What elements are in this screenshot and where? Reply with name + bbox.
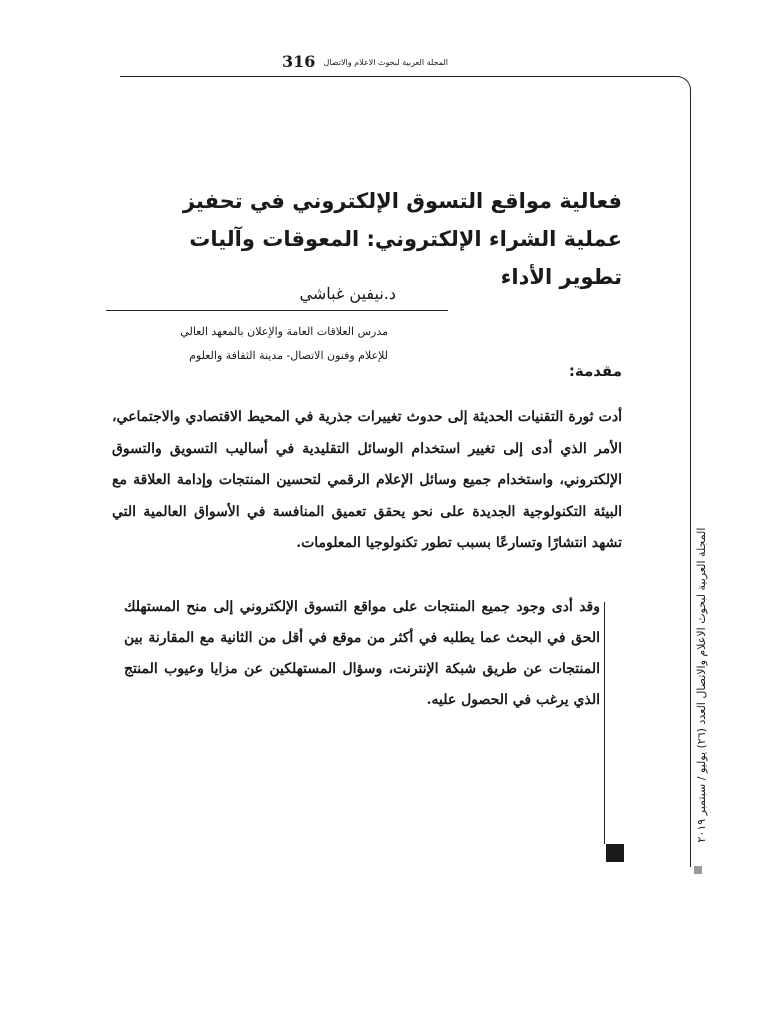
side-journal-info: المجلة العربية لبحوث الاعلام والاتصال العدد (٢٦) يوليو / سبتمبر ٢٠١٩ [695,527,708,843]
section-heading-introduction: مقدمة: [568,362,622,380]
affiliation-line-1: مدرس العلاقات العامة والإعلان بالمعهد العالي [180,325,388,338]
page-frame-corner [676,76,691,867]
paragraph-side-bar [604,602,605,844]
end-marker-square [606,844,624,862]
side-marker-square [694,866,702,874]
body-paragraph-2: وقد أدى وجود جميع المنتجات على مواقع التسوق الإلكتروني إلى منح المستهلك الحق في البحث عما يطلبه في أكثر من موقع في أقل من الثانية مع المقارنة بين المنتجات عن طريق شبكة الإنترنت، وسؤال المستهلكين عن مزايا وعيوب المنتج الذي يرغب في الحصول عليه. [124,599,600,708]
article-title: فعالية مواقع التسوق الإلكتروني في تحفيز عملية الشراء الإلكتروني: المعوقات وآليات تطوير الأداء [182,189,622,289]
affiliation-line-2: للإعلام وفنون الاتصال- مدينة الثقافة والعلوم [189,349,388,362]
side-margin [690,490,710,880]
page-number: 316 [282,52,316,71]
author-name: د.نيفين غباشي [299,284,396,303]
author-underline [106,310,448,311]
body-paragraph-1: أدت ثورة التقنيات الحديثة إلى حدوث تغييرات جذرية في المحيط الاقتصادي والاجتماعي، الأمر الذي أدى إلى تغيير استخدام الوسائل التقليدية في أساليب التسويق والتسوق الإلكتروني، واستخدام جميع وسائل الإعلام الرقمي لتحسين المنتجات وإدامة العلاقة مع البيئة التكنولوجية الجديدة على نحو يحقق تعميق المنافسة في الأسواق العالمية التي تشهد انتشارًا وتسارعًا بسبب تطور تكنولوجيا المعلومات. [112,409,622,551]
author-affiliation [130,320,388,368]
header-rule [120,76,676,77]
journal-name-header: المجلة العربية لبحوث الاعلام والاتصال [323,58,448,67]
